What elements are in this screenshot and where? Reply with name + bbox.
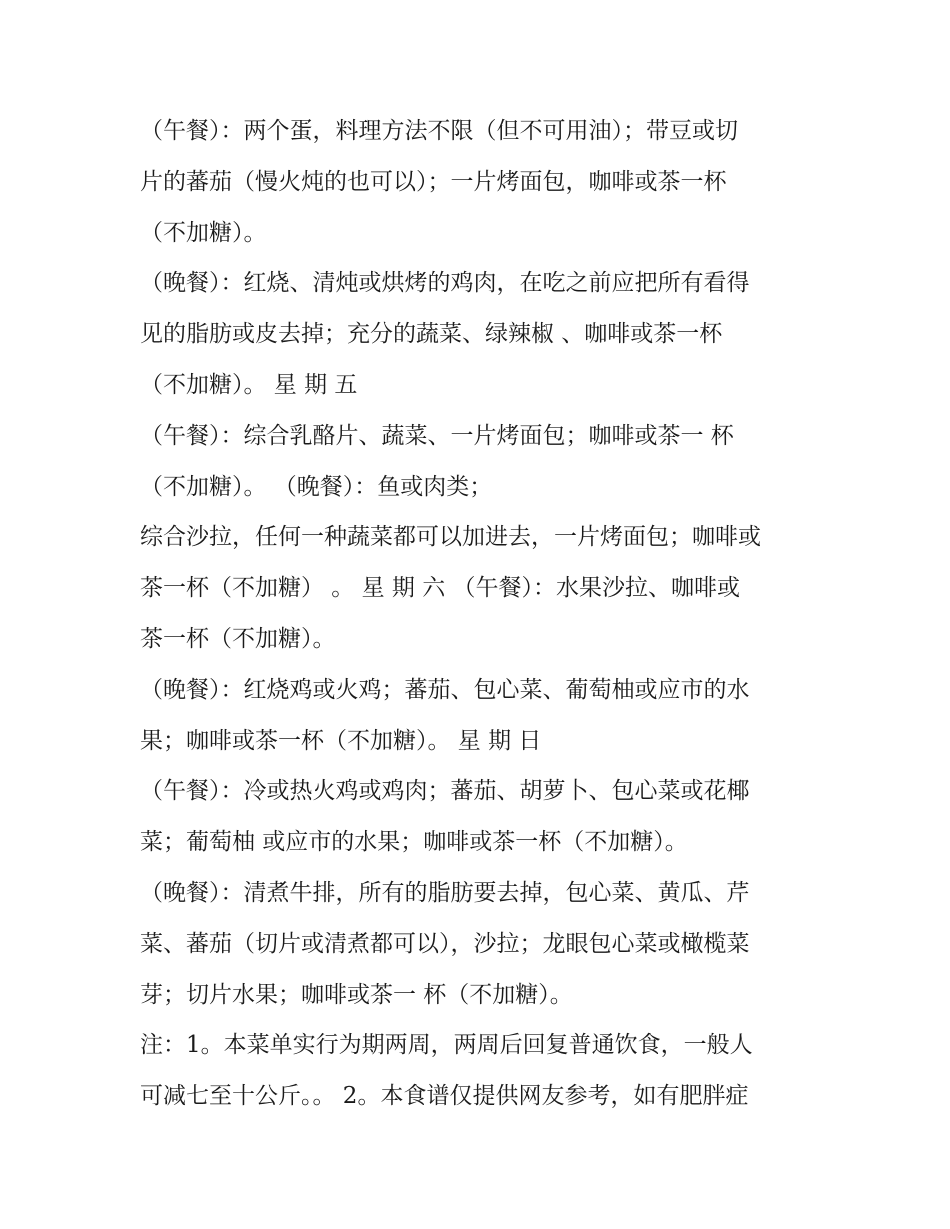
text-line: （午餐）：两个蛋，料理方法不限（但不可用油）；带豆或切	[140, 118, 738, 144]
text-line: （午餐）：综合乳酪片、蔬菜、一片烤面包；咖啡或茶一 杯	[140, 422, 734, 449]
text-line: 茶一杯（不加糖） 。 星 期 六 （午餐）：水果沙拉、咖啡或	[140, 575, 741, 602]
text-line: （午餐）：冷或热火鸡或鸡肉；蕃茄、胡萝卜、包心菜或花椰	[140, 778, 750, 805]
text-line: （晚餐）：红烧、清炖或烘烤的鸡肉，在吃之前应把所有看得	[140, 270, 750, 297]
text-line: （晚餐）：清煮牛排，所有的脂肪要去掉，包心菜、黄瓜、芹	[140, 879, 750, 906]
text-line: 注：1。本菜单实行为期两周，两周后回复普通饮食，一般人	[140, 1032, 753, 1059]
text-line: （晚餐）：红烧鸡或火鸡；蕃茄、包心菜、葡萄柚或应市的水	[140, 676, 750, 703]
text-line: （不加糖）。 星 期 五	[140, 371, 358, 398]
text-line: 见的脂肪或皮去掉；充分的蔬菜、绿辣椒 、咖啡或茶一杯	[140, 321, 723, 348]
text-line: 菜、蕃茄（切片或清煮都可以），沙拉；龙眼包心菜或橄榄菜	[140, 930, 750, 957]
text-line: （不加糖）。 （晚餐）：鱼或肉类；	[140, 473, 493, 500]
text-line: 片的蕃茄（慢火炖的也可以）；一片烤面包，咖啡或茶一杯	[140, 168, 727, 195]
text-line: 综合沙拉，任何一种蔬菜都可以加进去，一片烤面包；咖啡或	[140, 524, 761, 551]
document-body	[140, 106, 830, 1122]
text-line: 茶一杯（不加糖）。	[140, 625, 336, 652]
text-line: 芽；切片水果；咖啡或茶一 杯（不加糖）。	[140, 981, 573, 1008]
text-line: （不加糖）。	[140, 219, 267, 246]
text-line: 果；咖啡或茶一杯（不加糖）。 星 期 日	[140, 727, 542, 754]
text-line: 菜；葡萄柚 或应市的水果；咖啡或茶一杯（不加糖）。	[140, 829, 688, 856]
text-line: 可减七至十公斤。。 2。本食谱仅提供网友参考，如有肥胖症	[140, 1083, 749, 1110]
